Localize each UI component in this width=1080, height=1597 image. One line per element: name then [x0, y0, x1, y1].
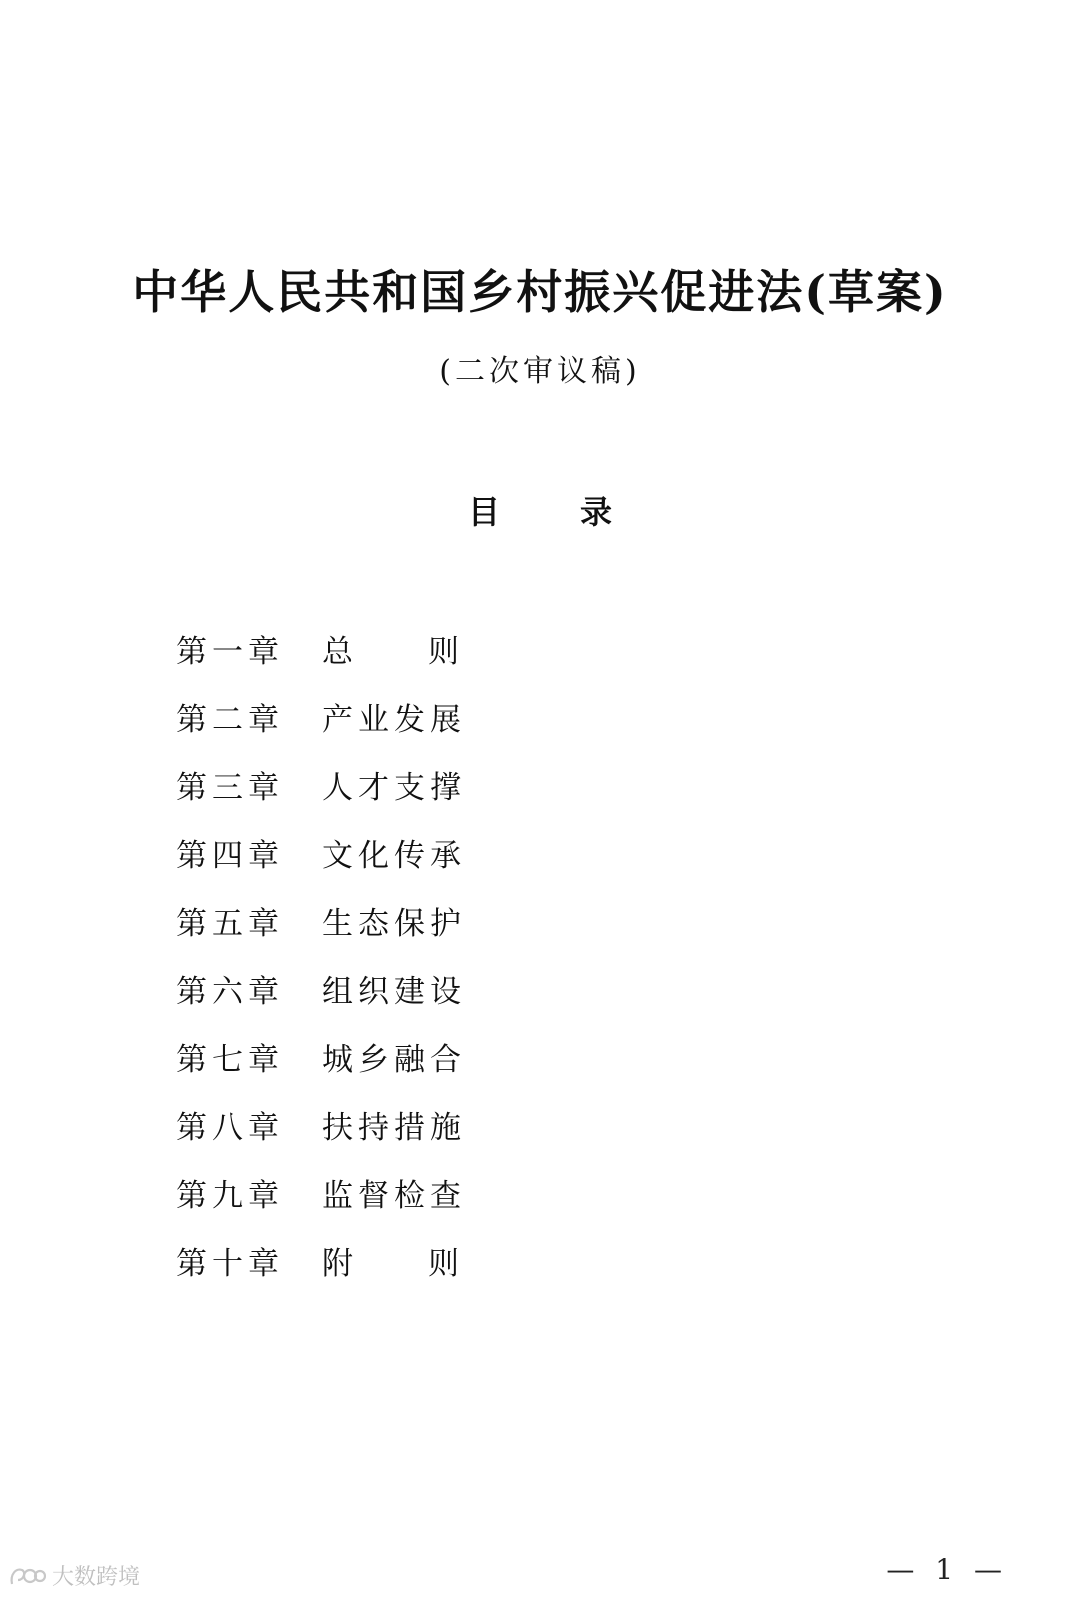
toc-chapter-number: 第二章 — [176, 702, 284, 738]
toc-chapter-number: 第八章 — [176, 1110, 284, 1146]
toc-chapter-name: 文化传承 — [322, 838, 466, 874]
toc-chapter-name: 生态保护 — [322, 906, 466, 942]
toc-chapter-name: 扶持措施 — [322, 1110, 466, 1146]
toc-item — [176, 686, 464, 754]
toc-heading-char-2: 录 — [580, 493, 613, 531]
toc-chapter-name-part: 总 — [322, 634, 358, 670]
document-title: 中华人民共和国乡村振兴促进法(草案) — [132, 265, 948, 319]
toc-item — [176, 1230, 464, 1298]
toc-heading-char-1: 目 — [467, 493, 500, 531]
toc-chapter-name: 产业发展 — [322, 702, 466, 738]
page-number: — 1 — — [886, 1553, 1008, 1586]
dashu-logo-icon — [8, 1564, 46, 1588]
toc-item — [176, 1026, 464, 1094]
toc-chapter-name-part: 则 — [428, 634, 464, 670]
toc-chapter-name: 组织建设 — [322, 974, 466, 1010]
toc-heading — [0, 490, 1080, 534]
toc-item — [176, 1162, 464, 1230]
toc-chapter-name — [322, 632, 464, 672]
toc-chapter-number: 第五章 — [176, 906, 284, 942]
toc-chapter-name: 人才支撑 — [322, 770, 466, 806]
toc-chapter-number: 第三章 — [176, 770, 284, 806]
toc-chapter-name-part: 附 — [322, 1246, 358, 1282]
table-of-contents — [176, 618, 464, 1298]
toc-chapter-name — [322, 1244, 464, 1284]
toc-chapter-name-part: 则 — [428, 1246, 464, 1282]
toc-chapter-number: 第六章 — [176, 974, 284, 1010]
toc-chapter-number: 第四章 — [176, 838, 284, 874]
toc-chapter-number: 第九章 — [176, 1178, 284, 1214]
document-subtitle: (二次审议稿) — [439, 354, 641, 389]
toc-chapter-name: 监督检查 — [322, 1178, 466, 1214]
toc-item — [176, 890, 464, 958]
watermark — [8, 1560, 140, 1591]
toc-item — [176, 1094, 464, 1162]
toc-chapter-number: 第一章 — [176, 634, 284, 670]
toc-item — [176, 618, 464, 686]
toc-item — [176, 822, 464, 890]
watermark-text: 大数跨境 — [52, 1565, 141, 1590]
toc-chapter-number: 第七章 — [176, 1042, 284, 1078]
toc-item — [176, 754, 464, 822]
toc-item — [176, 958, 464, 1026]
toc-chapter-name: 城乡融合 — [322, 1042, 466, 1078]
toc-chapter-number: 第十章 — [176, 1246, 284, 1282]
